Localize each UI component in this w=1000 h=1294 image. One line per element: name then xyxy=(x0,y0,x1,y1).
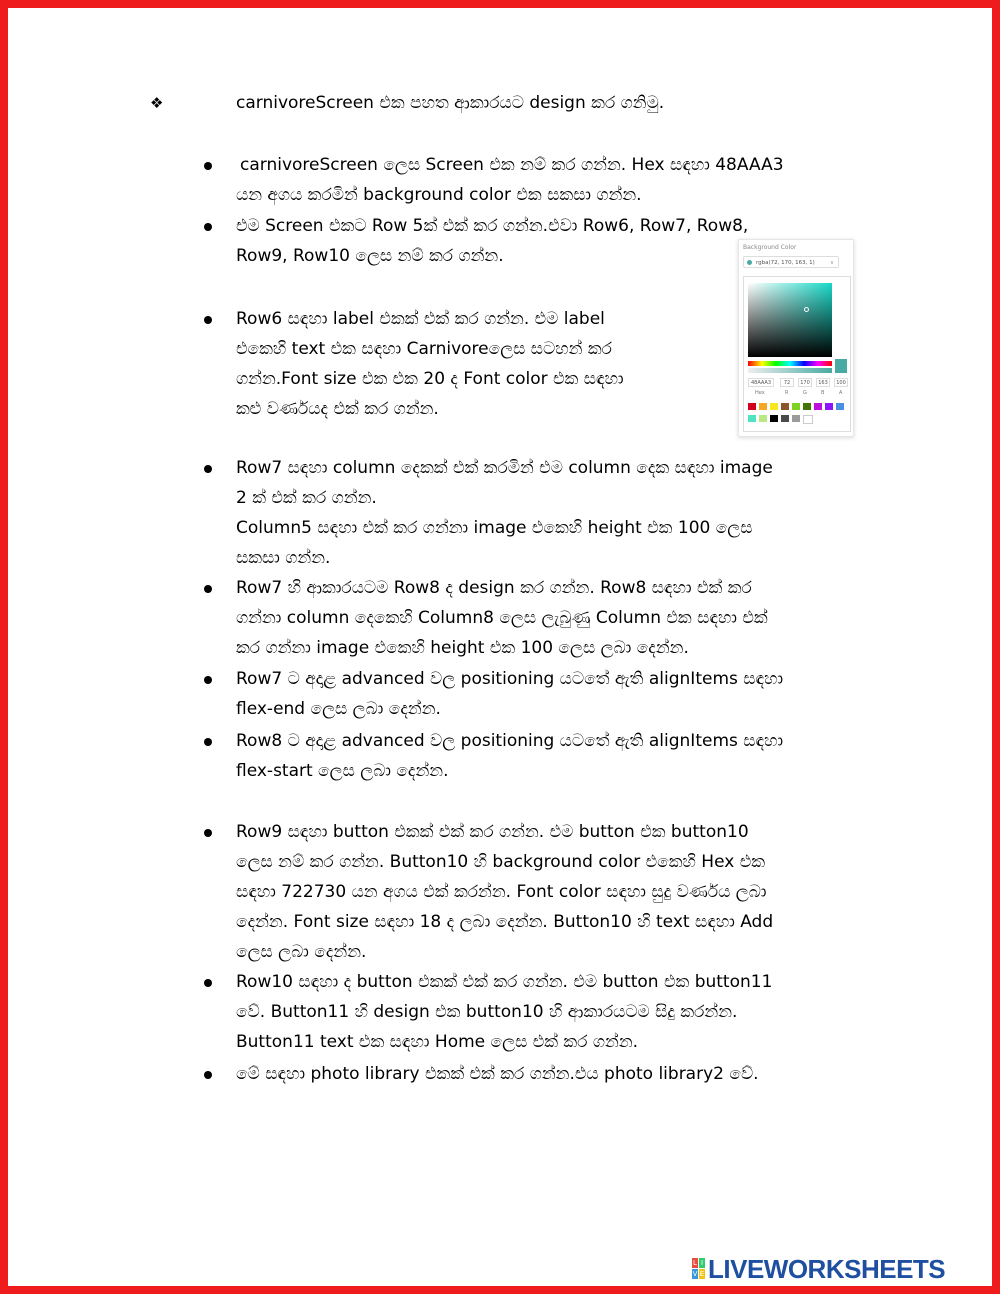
brand-letter: L xyxy=(693,1259,697,1267)
item-line: ගන්න.Font size එක එක 20 ද Font color එක සඳහා xyxy=(236,369,624,389)
item-line: වේ. Button11 හි design එක button10 හි ආකාරයටම සිදු කරන්න. xyxy=(236,1002,738,1022)
hex-label: Hex xyxy=(755,390,765,396)
item-line: ලෙස ලබා දෙන්න. xyxy=(236,942,367,962)
item-line: කර ගන්නා image එකෙහි height එක 100 ලෙස ලබා දෙන්න. xyxy=(236,638,689,658)
b-input: 163 xyxy=(816,378,830,387)
brand-letter: V xyxy=(692,1270,698,1278)
item-line: Row6 සඳහා label එකක් එක් කර ගන්න. එම label xyxy=(236,309,605,329)
brand-letter: E xyxy=(699,1270,705,1278)
item-line: Column5 සඳහා එක් කර ගන්නා image එකෙහි height එක 100 ලෙස xyxy=(236,518,753,538)
item-line: එම Screen එකට Row 5ක් එක් කර ගන්න.එවා Row6, Row7, Row8, xyxy=(236,216,749,236)
item-line: carnivoreScreen ලෙස Screen එක නම් කර ගන්න. Hex සඳහා 48AAA3 xyxy=(240,155,784,175)
g-label: G xyxy=(803,390,807,396)
g-input: 170 xyxy=(798,378,812,387)
item-line: Row7 සඳහා column දෙකක් එක් කරමින් එම column දෙක සඳහා image xyxy=(236,458,773,478)
item-line: flex-start ලෙස ලබා දෙන්න. xyxy=(236,761,449,781)
a-label: A xyxy=(839,390,843,396)
brand-text: LIVEWORKSHEETS xyxy=(708,1254,946,1284)
picker-title: Background Color xyxy=(743,244,797,251)
b-label: B xyxy=(821,390,825,396)
rgba-value: rgba(72, 170, 163, 1) xyxy=(756,260,815,266)
item-line: Row9 සඳහා button එකක් එක් කර ගන්න. එම button එක button10 xyxy=(236,822,749,842)
r-label: R xyxy=(785,390,789,396)
item-line: flex-end ලෙස ලබා දෙන්න. xyxy=(236,699,441,719)
item-line: Row9, Row10 ලෙස නම් කර ගන්න. xyxy=(236,246,504,266)
r-input: 72 xyxy=(780,378,794,387)
item-line: දෙන්න. Font size සඳහා 18 ද ලබා දෙන්න. Button10 හි text සඳහා Add xyxy=(236,912,774,932)
item-line: එකෙහි text එක සඳහා Carnivoreලෙස සටහන් කර xyxy=(236,339,612,359)
hex-input: 48AAA3 xyxy=(748,378,774,387)
item-line: Row7 ට අදාළ advanced වල positioning යටතේ ඇති alignItems සඳහා xyxy=(236,669,784,689)
item-line: 2 ක් එක් කර ගන්න. xyxy=(236,488,377,508)
item-line: සකසා ගන්න. xyxy=(236,548,331,568)
item-line: Row10 සඳහා ද button එකක් එක් කර ගන්න. එම button එක button11 xyxy=(236,972,773,992)
intro-text: carnivoreScreen එක පහත ආකාරයට design කර ගනිමු. xyxy=(236,93,665,113)
item-line: සඳහා 722730 යන අගය එක් කරන්න. Font color සඳහා සුදු වර්ණය ලබා xyxy=(236,882,767,902)
item-line: ගන්නා column දෙකෙහි Column8 ලෙස ලැබුණු Column එක සඳහා එක් xyxy=(236,608,768,628)
item-line: ලෙස නම් කර ගන්න. Button10 හි background color එකෙහි Hex එක xyxy=(236,852,766,872)
a-input: 100 xyxy=(834,378,848,387)
chevron-down-icon: ∨ xyxy=(829,260,834,266)
item-line: Row7 හි ආකාරයටම Row8 ද design කර ගන්න. Row8 සඳහා එක් කර xyxy=(236,578,752,598)
item-line: කළු වර්ණයද එක් කර ගන්න. xyxy=(236,399,439,419)
item-line: Row8 ට අදාළ advanced වල positioning යටතේ ඇති alignItems සඳහා xyxy=(236,731,784,751)
item-line: මේ සඳහා photo library එකක් එක් කර ගන්න.එය photo library2 වේ. xyxy=(236,1064,759,1084)
item-line: යන අගය කරමින් background color එක සකසා ගන්න. xyxy=(236,185,642,205)
brand-letter: I xyxy=(700,1259,704,1267)
item-line: Button11 text එක සඳහා Home ලෙස එක් කර ගන්න. xyxy=(236,1032,639,1052)
diamond-bullet-icon: ❖ xyxy=(150,94,164,112)
